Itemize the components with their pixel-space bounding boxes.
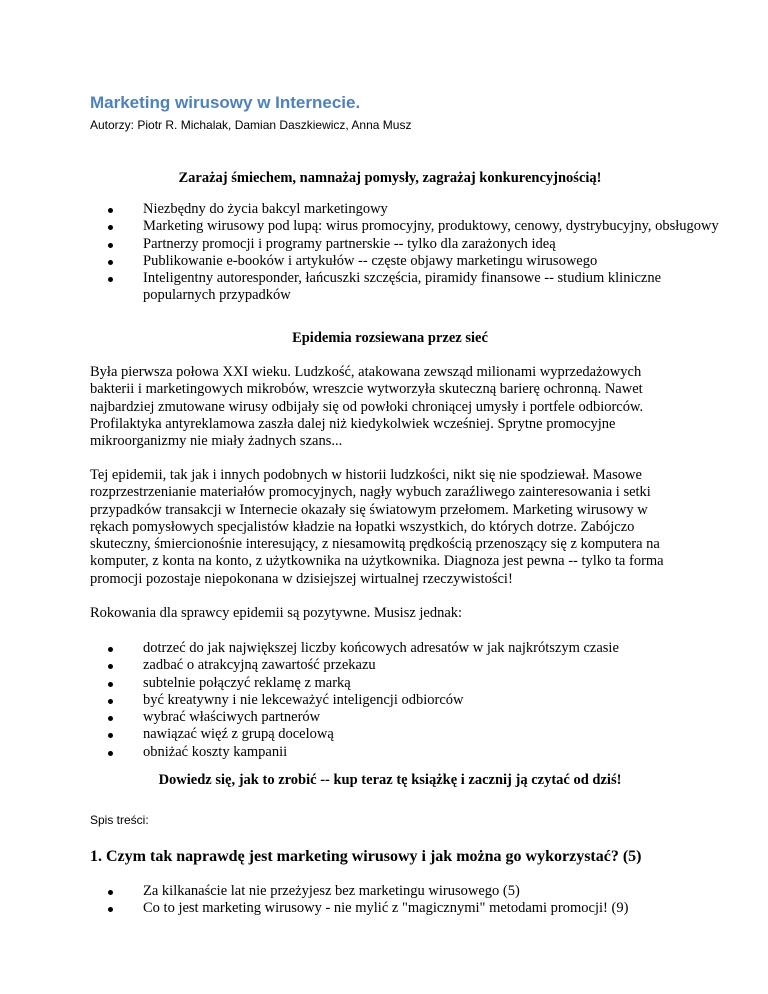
feature-list — [90, 201, 723, 305]
document-title: Marketing wirusowy w Internecie. — [90, 93, 361, 112]
call-to-action: Dowiedz się, jak to zrobić -- kup teraz tę książkę i zacznij ją czytać od dziś! — [158, 772, 622, 788]
headline-slogan: Zarażaj śmiechem, namnażaj pomysły, zagrażaj konkurencyjnością! — [178, 170, 602, 186]
list-item: być kreatywny i nie lekceważyć inteligencji odbiorców — [143, 692, 723, 709]
list-item: wybrać właściwych partnerów — [143, 709, 723, 726]
list-item: subtelnie połączyć reklamę z marką — [143, 675, 723, 692]
list-item: nawiązać więź z grupą docelową — [143, 726, 723, 743]
list-item: Partnerzy promocji i programy partnerskie -- tylko dla zarażonych ideą — [143, 236, 723, 253]
paragraph-intro: Była pierwsza połowa XXI wieku. Ludzkość, atakowana zewsząd milionami wyprzedażowych bakterii i marketingowych mikrobów, wreszcie wytworzyła skuteczną barierę ochronną. Nawet najbardziej zmutowane wirusy odbijały się od powłoki chroniącej umysły i portfele odbiorców. Profilaktyka antyreklamowa zaszła dalej niż kiedykolwiek wcześniej. Sprytne promocyjne mikroorganizmy nie miały żadnych szans... — [90, 364, 644, 450]
list-item: Inteligentny autoresponder, łańcuszki szczęścia, piramidy finansowe -- studium kliniczne popularnych przypadków — [143, 270, 723, 305]
paragraph-epidemic: Tej epidemii, tak jak i innych podobnych w historii ludzkości, nikt się nie spodziewał. Masowe rozprzestrzenianie materiałów promocyjnych, nagły wybuch zaraźliwego zainteresowania i setki przypadków transakcji w Internecie okazały się światowym przełomem. Marketing wirusowy w rękach pomysłowych specjalistów kładzie na łopatki wszystkich, do których dotrze. Zabójczo skuteczny, śmiercionośnie interesujący, z niesamowitą prędkością przenoszący się z komputera na komputer, z konta na konto, z użytkownika na użytkownika. Diagnoza jest pewna -- tylko ta forma promocji pozostaje niepokonana w dzisiejszej wirtualnej rzeczywistości! — [90, 467, 664, 587]
toc-chapter-heading: 1. Czym tak naprawdę jest marketing wirusowy i jak można go wykorzystać? (5) — [90, 848, 642, 865]
section-heading-epidemic: Epidemia rozsiewana przez sieć — [292, 330, 488, 346]
list-item: Publikowanie e-booków i artykułów -- częste objawy marketingu wirusowego — [143, 253, 723, 270]
list-item: Co to jest marketing wirusowy - nie mylić z "magicznymi" metodami promocji! (9) — [143, 900, 723, 917]
list-item: zadbać o atrakcyjną zawartość przekazu — [143, 657, 723, 674]
list-item: Za kilkanaście lat nie przeżyjesz bez marketingu wirusowego (5) — [143, 883, 723, 900]
paragraph-prognosis: Rokowania dla sprawcy epidemii są pozytywne. Musisz jednak: — [90, 605, 463, 621]
list-item: dotrzeć do jak największej liczby końcowych adresatów w jak najkrótszym czasie — [143, 640, 723, 657]
requirements-list — [90, 640, 723, 761]
list-item: obniżać koszty kampanii — [143, 744, 723, 761]
authors-line: Autorzy: Piotr R. Michalak, Damian Daszkiewicz, Anna Musz — [90, 118, 412, 132]
list-item: Niezbędny do życia bakcyl marketingowy — [143, 201, 723, 218]
toc-list — [90, 883, 723, 918]
list-item: Marketing wirusowy pod lupą: wirus promocyjny, produktowy, cenowy, dystrybucyjny, obsługowy — [143, 218, 723, 235]
toc-label: Spis treści: — [90, 813, 149, 827]
